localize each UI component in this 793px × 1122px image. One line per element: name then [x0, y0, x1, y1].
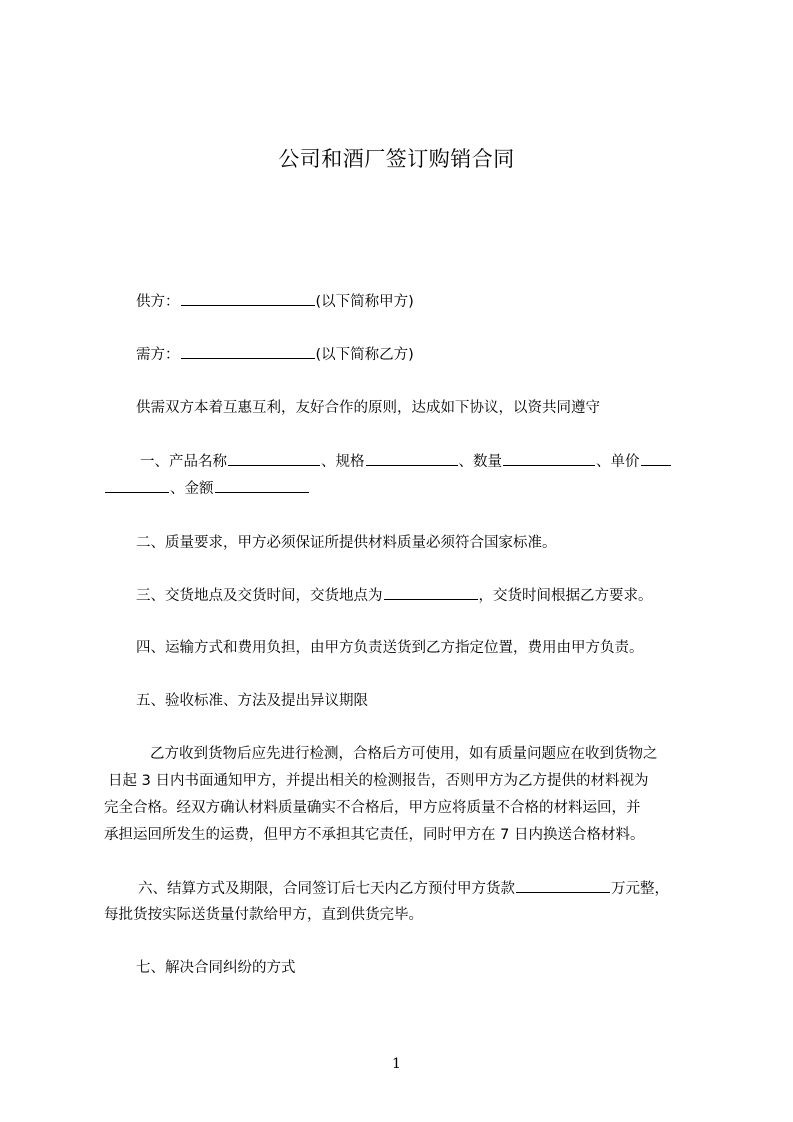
clause-1-spec-label: 、规格 [321, 454, 365, 470]
prepayment-amount-blank[interactable] [516, 878, 610, 893]
buyer-label: 需方： [136, 347, 180, 363]
delivery-location-blank[interactable] [384, 585, 478, 600]
buyer-line [136, 344, 414, 365]
clause-1-quantity-label: 、数量 [458, 454, 502, 470]
intro-paragraph: 供需双方本着互惠互利，友好合作的原则，达成如下协议，以资共同遵守 [136, 400, 600, 416]
clause-7-heading: 七、解决合同纠纷的方式 [136, 960, 296, 976]
buyer-blank[interactable] [181, 344, 315, 359]
clause-4: 四、运输方式和费用负担，由甲方负责送货到乙方指定位置，费用由甲方负责。 [136, 640, 644, 656]
product-name-blank[interactable] [228, 451, 320, 466]
amount-blank[interactable] [215, 478, 309, 493]
clause-5-heading: 五、验收标准、方法及提出异议期限 [136, 693, 368, 709]
clause-1-product-name-label: 一、产品名称 [140, 454, 227, 470]
clause-5-body-line-1: 乙方收到货物后应先进行检测，合格后方可使用，如有质量问题应在收到货物之 [150, 746, 658, 762]
spec-blank[interactable] [366, 451, 458, 466]
clause-5-body-line-4: 承担运回所发生的运费，但甲方不承担其它责任，同时甲方在 7 日内换送合格材料。 [104, 827, 645, 843]
page-number: 1 [392, 1056, 401, 1072]
unit-price-blank-cont[interactable] [105, 478, 169, 493]
supplier-line [136, 291, 414, 312]
buyer-suffix: (以下简称乙方) [315, 347, 414, 363]
clause-6-line-2: 每批货按实际送货量付款给甲方，直到供货完毕。 [104, 907, 423, 923]
quantity-blank[interactable] [503, 451, 595, 466]
supplier-blank[interactable] [181, 291, 315, 306]
page-title: 公司和酒厂签订购销合同 [278, 147, 515, 171]
clause-6-text-a: 六、结算方式及期限，合同签订后七天内乙方预付甲方货款 [138, 881, 515, 897]
clause-3-text-b: ，交货时间根据乙方要求。 [478, 588, 653, 604]
unit-price-blank[interactable] [641, 451, 671, 466]
clause-3-text-a: 三、交货地点及交货时间，交货地点为 [136, 588, 383, 604]
clause-1-amount-label: 、金额 [170, 481, 214, 497]
clause-5-body-line-3: 完全合格。经双方确认材料质量确实不合格后，甲方应将质量不合格的材料运回，并 [104, 800, 641, 816]
clause-3 [136, 585, 653, 606]
clause-1-line-2 [104, 478, 310, 499]
clause-6-text-b: 万元整， [611, 881, 669, 897]
clause-6-line-1 [138, 878, 669, 899]
clause-2: 二、质量要求，甲方必须保证所提供材料质量必须符合国家标准。 [136, 535, 557, 551]
clause-5-body-line-2: 日起 3 日内书面通知甲方，并提出相关的检测报告，否则甲方为乙方提供的材料视为 [108, 773, 649, 789]
supplier-label: 供方： [136, 294, 180, 310]
clause-1-line-1 [140, 451, 672, 472]
supplier-suffix: (以下简称甲方) [315, 294, 414, 310]
clause-1-unit-price-label: 、单价 [596, 454, 640, 470]
